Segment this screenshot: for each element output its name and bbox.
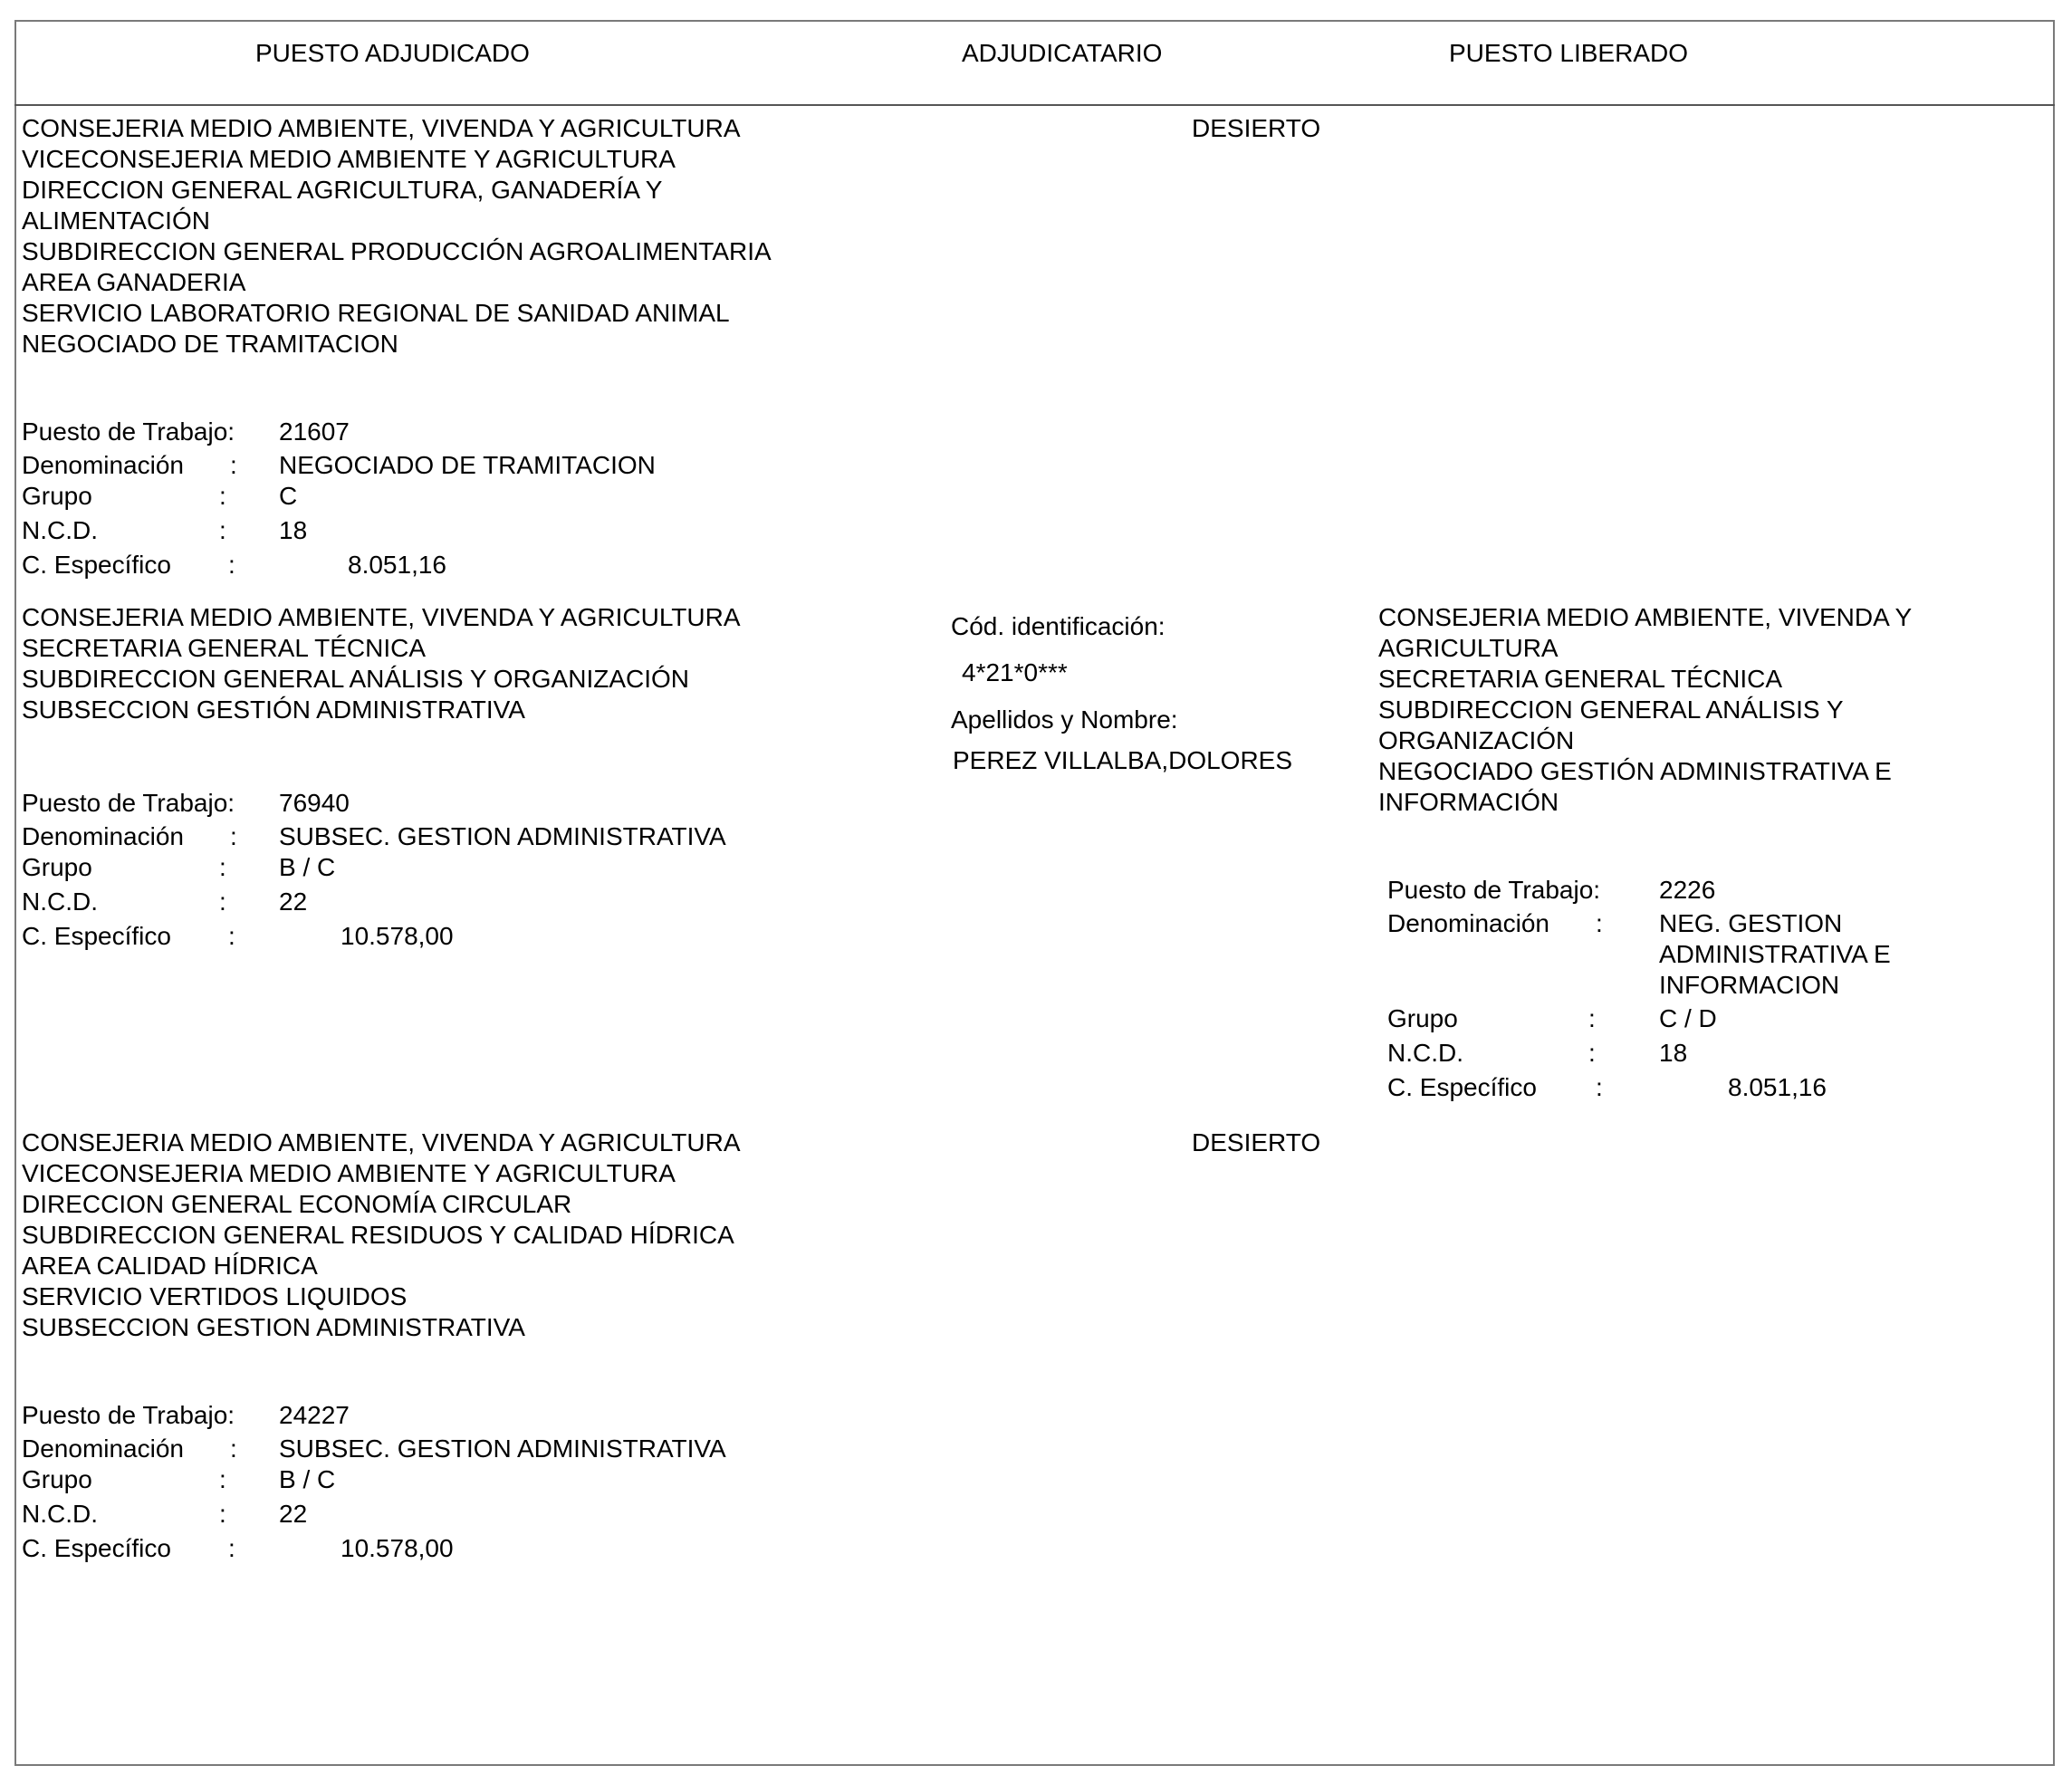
entry-1-organization	[22, 113, 837, 360]
value-puesto: 76940	[279, 789, 350, 817]
org-line: SUBDIRECCION GENERAL PRODUCCIÓN AGROALIMENTARIA	[22, 237, 772, 265]
value-denominacion-line: ADMINISTRATIVA E	[1659, 940, 1891, 968]
org-line: CONSEJERIA MEDIO AMBIENTE, VIVENDA Y	[1378, 603, 1913, 631]
label-cod-identificacion: Cód. identificación:	[951, 612, 1166, 640]
org-line: SERVICIO LABORATORIO REGIONAL DE SANIDAD ANIMAL	[22, 299, 730, 327]
label-puesto: Puesto de Trabajo:	[1387, 876, 1601, 904]
value-cod-identificacion: 4*21*0***	[962, 658, 1068, 686]
value-denominacion-line: NEG. GESTION	[1659, 909, 1843, 937]
org-line: NEGOCIADO DE TRAMITACION	[22, 330, 398, 358]
label-puesto: Puesto de Trabajo:	[22, 1401, 235, 1429]
value-denominacion: SUBSEC. GESTION ADMINISTRATIVA	[279, 1434, 726, 1463]
value-ncd: 18	[279, 516, 308, 544]
value-ncd: 22	[279, 1500, 308, 1528]
org-line: SUBSECCION GESTION ADMINISTRATIVA	[22, 1313, 525, 1341]
colon: :	[219, 1500, 226, 1528]
entry-3-organization	[22, 1127, 837, 1343]
label-especifico: C. Específico	[22, 551, 171, 579]
label-ncd: N.C.D.	[22, 516, 98, 544]
org-line: CONSEJERIA MEDIO AMBIENTE, VIVENDA Y AGRICULTURA	[22, 603, 741, 631]
label-denominacion: Denominación	[1387, 909, 1549, 937]
value-denominacion: SUBSEC. GESTION ADMINISTRATIVA	[279, 822, 726, 850]
value-ncd: 18	[1659, 1039, 1688, 1067]
colon: :	[228, 551, 235, 579]
label-especifico: C. Específico	[22, 1534, 171, 1562]
label-denominacion: Denominación	[22, 1434, 184, 1463]
colon: :	[219, 853, 226, 881]
label-ncd: N.C.D.	[22, 1500, 98, 1528]
org-line: AREA GANADERIA	[22, 268, 246, 296]
label-especifico: C. Específico	[1387, 1073, 1537, 1101]
label-denominacion: Denominación	[22, 451, 184, 479]
header-divider	[14, 104, 2055, 106]
value-puesto: 2226	[1659, 876, 1716, 904]
colon: :	[1588, 1039, 1596, 1067]
org-line: SUBDIRECCION GENERAL RESIDUOS Y CALIDAD HÍDRICA	[22, 1221, 734, 1249]
colon: :	[219, 482, 226, 510]
colon: :	[219, 516, 226, 544]
org-line: SUBDIRECCION GENERAL ANÁLISIS Y	[1378, 696, 1844, 724]
value-especifico: 8.051,16	[1728, 1073, 1827, 1101]
label-ncd: N.C.D.	[1387, 1039, 1463, 1067]
label-puesto: Puesto de Trabajo:	[22, 789, 235, 817]
label-denominacion: Denominación	[22, 822, 184, 850]
org-line: ORGANIZACIÓN	[1378, 726, 1575, 754]
value-apellidos-nombre: PEREZ VILLALBA,DOLORES	[953, 746, 1293, 774]
value-grupo: C	[279, 482, 298, 510]
colon: :	[1596, 909, 1603, 937]
value-especifico: 10.578,00	[341, 922, 454, 950]
colon: :	[230, 451, 237, 479]
entry-3-adjudicatario-desierto: DESIERTO	[1192, 1128, 1321, 1156]
org-line: SUBSECCION GESTIÓN ADMINISTRATIVA	[22, 696, 525, 724]
label-grupo: Grupo	[22, 482, 92, 510]
org-line: SECRETARIA GENERAL TÉCNICA	[22, 634, 427, 662]
entry-2-details	[22, 788, 837, 951]
org-line: AREA CALIDAD HÍDRICA	[22, 1252, 318, 1280]
colon: :	[219, 1465, 226, 1493]
colon: :	[1596, 1073, 1603, 1101]
entry-1-adjudicatario-desierto: DESIERTO	[1192, 114, 1321, 142]
org-line: SECRETARIA GENERAL TÉCNICA	[1378, 665, 1783, 693]
label-grupo: Grupo	[22, 1465, 92, 1493]
label-grupo: Grupo	[22, 853, 92, 881]
entry-3-details	[22, 1400, 837, 1563]
org-line: CONSEJERIA MEDIO AMBIENTE, VIVENDA Y AGRICULTURA	[22, 1128, 741, 1156]
org-line: DIRECCION GENERAL ECONOMÍA CIRCULAR	[22, 1190, 572, 1218]
org-line: AGRICULTURA	[1378, 634, 1559, 662]
header-adjudicatario: ADJUDICATARIO	[962, 39, 1163, 67]
org-line: DIRECCION GENERAL AGRICULTURA, GANADERÍA Y	[22, 176, 663, 204]
entry-2-organization	[22, 602, 837, 725]
header-puesto-adjudicado: PUESTO ADJUDICADO	[255, 39, 530, 67]
value-grupo: C / D	[1659, 1004, 1717, 1032]
colon: :	[219, 888, 226, 916]
value-especifico: 8.051,16	[348, 551, 446, 579]
colon: :	[228, 922, 235, 950]
value-especifico: 10.578,00	[341, 1534, 454, 1562]
org-line: VICECONSEJERIA MEDIO AMBIENTE Y AGRICULTURA	[22, 1159, 676, 1187]
label-ncd: N.C.D.	[22, 888, 98, 916]
value-denominacion-line: INFORMACION	[1659, 971, 1840, 999]
value-ncd: 22	[279, 888, 308, 916]
colon: :	[1588, 1004, 1596, 1032]
label-puesto: Puesto de Trabajo:	[22, 417, 235, 446]
value-denominacion: NEGOCIADO DE TRAMITACION	[279, 451, 656, 479]
label-grupo: Grupo	[1387, 1004, 1458, 1032]
colon: :	[228, 1534, 235, 1562]
org-line: INFORMACIÓN	[1378, 788, 1559, 816]
label-especifico: C. Específico	[22, 922, 171, 950]
entry-1-details	[22, 417, 837, 580]
value-grupo: B / C	[279, 853, 336, 881]
label-apellidos-nombre: Apellidos y Nombre:	[951, 705, 1178, 734]
org-line: ALIMENTACIÓN	[22, 206, 210, 235]
value-puesto: 21607	[279, 417, 350, 446]
entry-2-liberado-organization	[1378, 602, 2030, 818]
org-line: SUBDIRECCION GENERAL ANÁLISIS Y ORGANIZACIÓN	[22, 665, 689, 693]
org-line: CONSEJERIA MEDIO AMBIENTE, VIVENDA Y AGRICULTURA	[22, 114, 741, 142]
colon: :	[230, 1434, 237, 1463]
org-line: SERVICIO VERTIDOS LIQUIDOS	[22, 1282, 408, 1310]
org-line: VICECONSEJERIA MEDIO AMBIENTE Y AGRICULTURA	[22, 145, 676, 173]
entry-2-liberado-details	[1387, 875, 2021, 1110]
colon: :	[230, 822, 237, 850]
value-grupo: B / C	[279, 1465, 336, 1493]
header-puesto-liberado: PUESTO LIBERADO	[1449, 39, 1689, 67]
value-puesto: 24227	[279, 1401, 350, 1429]
org-line: NEGOCIADO GESTIÓN ADMINISTRATIVA E	[1378, 757, 1892, 785]
